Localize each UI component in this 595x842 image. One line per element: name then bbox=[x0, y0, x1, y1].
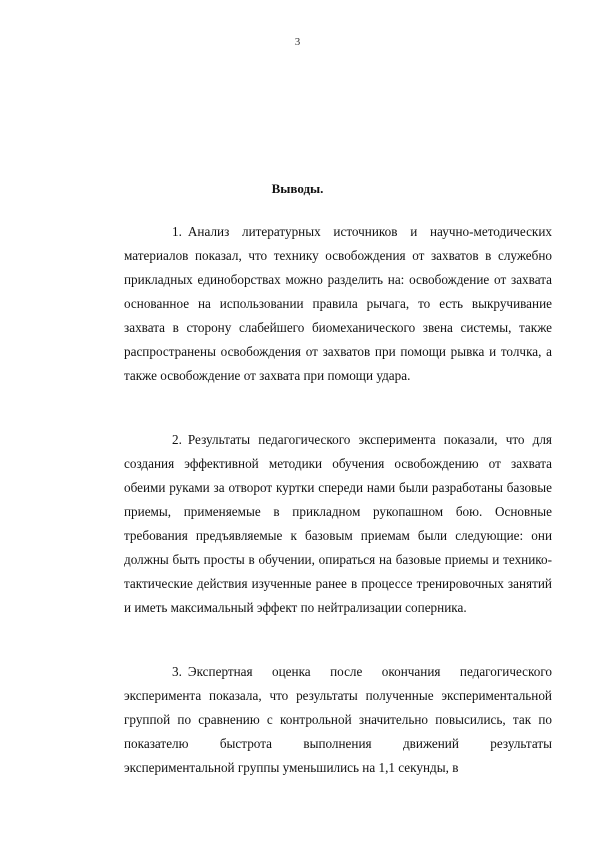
item-number: 1. bbox=[172, 224, 182, 239]
item-text: Результаты педагогического эксперимента показали, что для создания эффективной методики обучения освобождению от захвата обеими руками за отворот куртки спереди нами были разработаны базовые приемы, применяемые в прикладном рукопашном бою. Основные требования предъявляемые к базовым приемам были следующие: они должны быть просты в обучении, опираться на базовые приемы и технико-тактические действия изученные ранее в процессе тренировочных занятий и иметь максимальный эффект по нейтрализации соперника. bbox=[124, 432, 552, 615]
item-text: Анализ литературных источников и научно-методических материалов показал, что технику освобождения от захватов в служебно прикладных единоборствах можно разделить на: освобождение от захвата основанное на использовании правила рычага, то есть выкручивание захвата в сторону слабейшего биомеханического звена системы, также распространены освобождения от захватов при помощи рывка и толчка, а также освобождение от захвата при помощи удара. bbox=[124, 224, 552, 383]
item-text: Экспертная оценка после окончания педагогического эксперимента показала, что результаты полученные экспериментальной группой по сравнению с контрольной значительно повысились, так по показателю быстрота выполнения движений результаты экспериментальной группы уменьшились на 1,1 секунды, в bbox=[124, 664, 552, 775]
item-number: 3. bbox=[172, 664, 182, 679]
conclusion-item-1 bbox=[124, 220, 552, 388]
list-item bbox=[124, 428, 552, 620]
conclusion-item-3 bbox=[124, 660, 552, 780]
section-heading: Выводы. bbox=[271, 181, 324, 196]
list-item bbox=[124, 660, 552, 780]
page-number: 3 bbox=[294, 36, 301, 48]
list-item bbox=[124, 220, 552, 388]
item-number: 2. bbox=[172, 432, 182, 447]
conclusion-item-2 bbox=[124, 428, 552, 620]
